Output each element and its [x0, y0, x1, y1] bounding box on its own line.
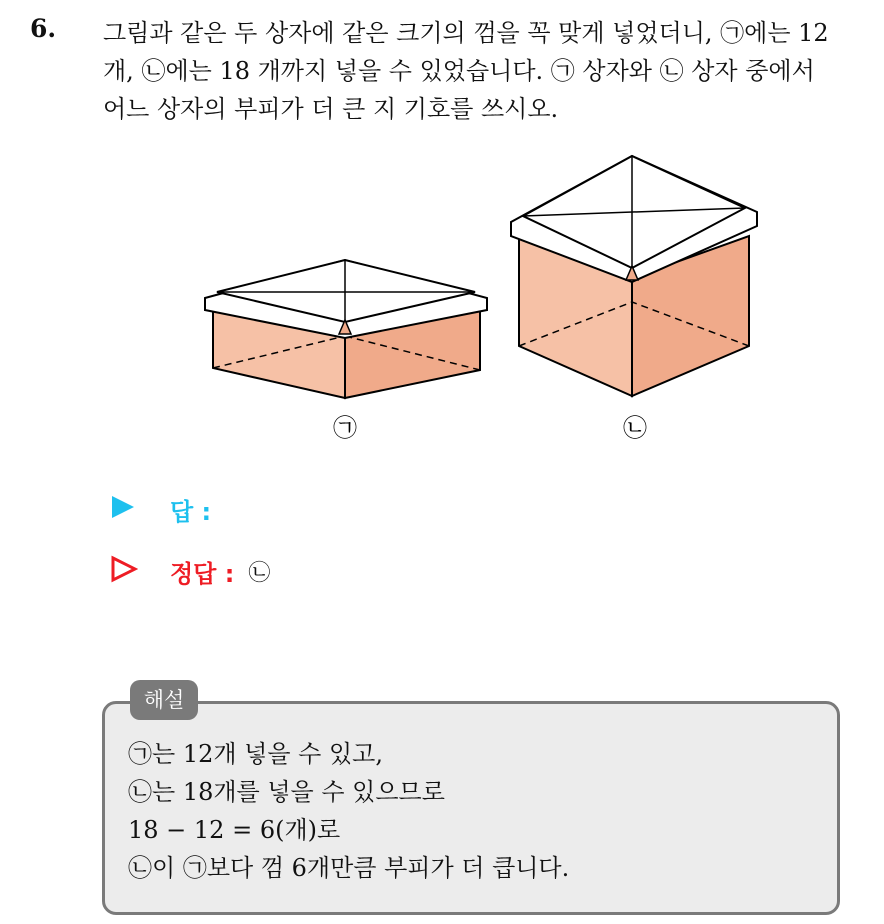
- box-b-label: ㉡: [623, 414, 647, 442]
- explanation-line: ㉠는 12개 넣을 수 있고,: [128, 740, 383, 768]
- explanation-text: [128, 735, 569, 887]
- explanation-line: 18 − 12 = 6(개)로: [128, 816, 341, 844]
- box-a-illustration: [205, 260, 487, 398]
- box-b-illustration: [511, 156, 757, 396]
- box-a-label: ㉠: [333, 414, 357, 442]
- question-text: [103, 14, 863, 128]
- filled-triangle-icon: [110, 494, 144, 526]
- question-line: 개, ㉡에는 18 개까지 넣을 수 있었습니다. ㉠ 상자와 ㉡ 상자 중에서: [103, 57, 815, 85]
- answer-blank-label: 답 :: [170, 498, 212, 526]
- explanation-line: ㉡는 18개를 넣을 수 있으므로: [128, 778, 445, 806]
- question-line: 그림과 같은 두 상자에 같은 크기의 껌을 꼭 맞게 넣었더니, ㉠에는 12: [103, 19, 829, 47]
- correct-answer-value: ㉡: [248, 561, 271, 586]
- correct-answer-row: [110, 554, 270, 589]
- outline-triangle-icon: [110, 555, 144, 589]
- question-line: 어느 상자의 부피가 더 큰 지 기호를 쓰시오.: [103, 95, 559, 123]
- answer-blank-row: [110, 492, 225, 527]
- correct-answer-label: 정답 :: [170, 560, 235, 588]
- explanation-tab: 해설: [130, 680, 198, 720]
- question-number: 6.: [30, 14, 57, 43]
- boxes-figure: [195, 150, 775, 450]
- explanation-line: ㉡이 ㉠보다 껌 6개만큼 부피가 더 큽니다.: [128, 854, 570, 882]
